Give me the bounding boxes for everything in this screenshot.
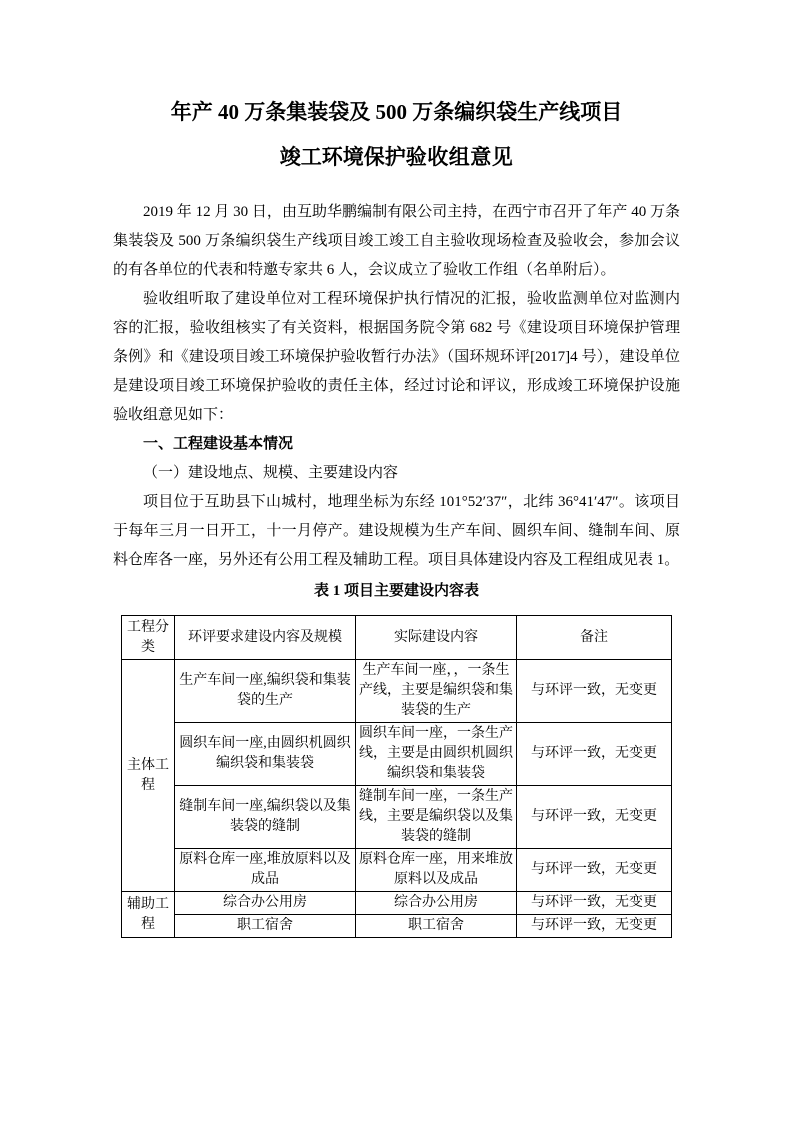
construction-content-table [121, 615, 672, 938]
eia-cell: 缝制车间一座,编织袋以及集装袋的缝制 [175, 786, 356, 849]
eia-cell: 职工宿舍 [175, 915, 356, 938]
table-row-raw-material-warehouse [122, 849, 672, 892]
paragraph-project-location: 项目位于互助县下山城村，地理坐标为东经 101°52′37″，北纬 36°41′47″。该项目于每年三月一日开工，十一月停产。建设规模为生产车间、圆织车间、缝制车间、原料仓库各一座，另外还有公用工程及辅助工程。项目具体建设内容及工程组成见表 1。 [113, 494, 680, 568]
actual-cell: 生产车间一座，，一条生产线，主要是编织袋和集装袋的生产 [356, 660, 517, 723]
actual-cell: 职工宿舍 [356, 915, 517, 938]
header-cell-remark: 备注 [517, 616, 672, 660]
remark-cell: 与环评一致，无变更 [517, 660, 672, 723]
category-cell-auxiliary-works: 辅助工程 [122, 892, 175, 938]
remark-cell: 与环评一致，无变更 [517, 915, 672, 938]
eia-cell: 生产车间一座,编织袋和集装袋的生产 [175, 660, 356, 723]
category-cell-main-works: 主体工程 [122, 660, 175, 892]
table-row-sewing-workshop [122, 786, 672, 849]
remark-cell: 与环评一致，无变更 [517, 723, 672, 786]
table-row-office-building [122, 892, 672, 915]
remark-cell: 与环评一致，无变更 [517, 786, 672, 849]
actual-cell: 圆织车间一座，一条生产线，主要是由圆织机圆织编织袋和集装袋 [356, 723, 517, 786]
subsection-heading-location-scale: （一）建设地点、规模、主要建设内容 [143, 465, 399, 481]
title-line2-serif-segment: 竣工环境保护 [279, 145, 406, 169]
remark-cell: 与环评一致，无变更 [517, 892, 672, 915]
actual-cell: 综合办公用房 [356, 892, 517, 915]
table-caption: 表 1 项目主要建设内容表 [313, 583, 479, 599]
section-heading-project-overview: 一、工程建设基本情况 [143, 436, 294, 452]
remark-cell: 与环评一致，无变更 [517, 849, 672, 892]
header-cell-actual-content: 实际建设内容 [356, 616, 517, 660]
table-header-row [122, 616, 672, 660]
title-line2-black-segment: 验收组意见 [405, 146, 514, 169]
eia-cell: 综合办公用房 [175, 892, 356, 915]
paragraph-acceptance-basis: 验收组听取了建设单位对工程环境保护执行情况的汇报，验收监测单位对监测内容的汇报，验收组核实了有关资料，根据国务院令第 682 号《建设项目环境保护管理条例》和《建设项目竣工环境保护验收暂行办法》（国环规环评[2017]4 号），建设单位是建设项目竣工环境保护验收的责任主体，经过讨论和评议，形成竣工环境保护设施验收组意见如下： [113, 291, 680, 423]
eia-cell: 圆织车间一座,由圆织机圆织编织袋和集装袋 [175, 723, 356, 786]
eia-cell: 原料仓库一座,堆放原料以及成品 [175, 849, 356, 892]
actual-cell: 缝制车间一座，一条生产线，主要是编织袋以及集装袋的缝制 [356, 786, 517, 849]
document-title-line2 [113, 140, 680, 175]
table-row-production-workshop [122, 660, 672, 723]
table-row-circular-weaving-workshop [122, 723, 672, 786]
table-row-staff-dormitory [122, 915, 672, 938]
document-title-line1: 年产 40 万条集装袋及 500 万条编织袋生产线项目 [170, 100, 623, 124]
header-cell-project-category: 工程分类 [122, 616, 175, 660]
paragraph-meeting-intro: 2019 年 12 月 30 日，由互助华鹏编制有限公司主持，在西宁市召开了年产 40 万条集装袋及 500 万条编织袋生产线项目竣工竣工自主验收现场检查及验收会，参加会议的有各单位的代表和特邀专家共 6 人，会议成立了验收工作组（名单附后）。 [113, 204, 680, 278]
header-cell-eia-required-content: 环评要求建设内容及规模 [175, 616, 356, 660]
actual-cell: 原料仓库一座，用来堆放原料以及成品 [356, 849, 517, 892]
